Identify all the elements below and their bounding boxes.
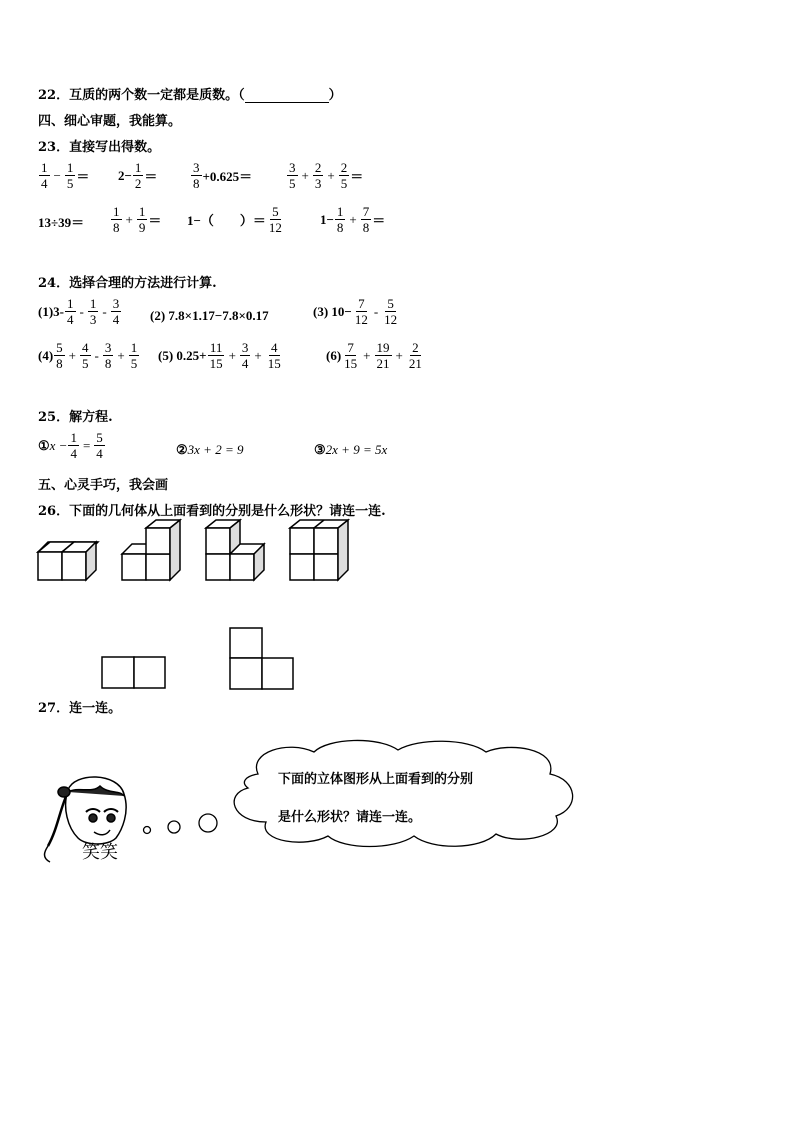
fraction: $\frac{5}{12}$ (384, 296, 398, 327)
thought-bubbles (138, 810, 222, 840)
q23-expr-8: 1− $\frac{1}{8}$ + $\frac{7}{8}$ ＝ (320, 204, 386, 235)
q24-problem-5: (5) 0.25+ $\frac{11}{15}$ + $\frac{3}{4}$ + $\frac{4}{15}$ (158, 340, 281, 371)
q24-problem-1: (1)3- $\frac{1}{4}$ - $\frac{1}{3}$ - $\frac{3}{4}$ (38, 296, 120, 327)
cloud-text-line-1: 下面的立体图形从上面看到的分别 (278, 772, 474, 787)
fraction: $\frac{1}{5}$ (66, 160, 74, 191)
fraction: $\frac{1}{4}$ (41, 160, 48, 191)
solid-figure-4[interactable] (290, 520, 352, 582)
fraction: $\frac{1}{8}$ (113, 204, 120, 235)
q22-close: ） (328, 88, 342, 103)
q23-expr-7: 1−（ ）＝ $\frac{5}{12}$ (187, 204, 282, 235)
q23-title: 23．直接写出得数。 (38, 140, 161, 155)
q23-expr-4: $\frac{3}{5}$ + $\frac{2}{3}$ + $\frac{2}{5}$ ＝ (289, 160, 364, 191)
q22-answer-blank[interactable] (245, 90, 329, 103)
fraction: $\frac{19}{21}$ (376, 340, 390, 371)
q25-title: 25．解方程. (38, 410, 113, 425)
q24-problem-6: (6) $\frac{7}{15}$ + $\frac{19}{21}$ + $\frac{2}{21}$ (326, 340, 422, 371)
fraction: $\frac{5}{8}$ (56, 340, 63, 371)
fraction: $\frac{5}{4}$ (96, 430, 103, 461)
q23-expr-3: $\frac{3}{8}$ +0.625＝ (193, 160, 253, 191)
q23-expr-1: $\frac{1}{4}$ − $\frac{1}{5}$ ＝ (41, 160, 90, 191)
q25-equation-2: ② 3x + 2 = 9 (176, 442, 244, 457)
q24-problem-4: (4) $\frac{5}{8}$ + $\frac{4}{5}$ - $\frac{3}{8}$ + $\frac{1}{5}$ (38, 340, 138, 371)
q23-expr-2: 2− $\frac{1}{2}$ ＝ (118, 160, 158, 191)
top-view-2[interactable] (229, 627, 295, 691)
fraction: $\frac{1}{5}$ (130, 340, 138, 371)
fraction: $\frac{3}{4}$ (241, 340, 249, 371)
top-view-1[interactable] (101, 656, 167, 690)
fraction: $\frac{1}{4}$ (70, 430, 77, 461)
fraction: $\frac{3}{8}$ (193, 160, 200, 191)
q22-line (38, 84, 342, 103)
q23-expr-5: 13÷39＝ (38, 215, 85, 230)
cloud-shape (218, 738, 582, 850)
fraction: $\frac{7}{8}$ (362, 204, 370, 235)
q24-title: 24．选择合理的方法进行计算. (38, 276, 217, 291)
fraction: $\frac{7}{15}$ (344, 340, 358, 371)
solid-figure-1[interactable] (38, 530, 100, 582)
section-5-title: 五、心灵手巧，我会画 (38, 478, 169, 493)
fraction: $\frac{2}{3}$ (314, 160, 322, 191)
fraction: $\frac{5}{12}$ (268, 204, 282, 235)
section-4-title: 四、细心审题，我能算。 (38, 114, 182, 129)
fraction: $\frac{1}{4}$ (67, 296, 74, 327)
fraction: $\frac{3}{5}$ (289, 160, 296, 191)
solid-figure-3[interactable] (206, 520, 268, 582)
q25-equation-3: ③ 2x + 9 = 5x (314, 442, 388, 457)
fraction: $\frac{3}{8}$ (104, 340, 112, 371)
q22-text: 22．互质的两个数一定都是质数。（ (38, 88, 245, 103)
q23-expr-6: $\frac{1}{8}$ + $\frac{1}{9}$ ＝ (113, 204, 162, 235)
solid-figure-2[interactable] (122, 520, 184, 582)
fraction: $\frac{11}{15}$ (209, 340, 223, 371)
fraction: $\frac{2}{5}$ (340, 160, 348, 191)
fraction: $\frac{1}{8}$ (336, 204, 344, 235)
q27-title: 27．连一连。 (38, 701, 122, 716)
q26-title: 26．下面的几何体从上面看到的分别是什么形状？请连一连. (38, 504, 386, 519)
fraction: $\frac{4}{15}$ (267, 340, 281, 371)
fraction: $\frac{1}{9}$ (138, 204, 146, 235)
cloud-text-line-2: 是什么形状？请连一连。 (278, 810, 422, 825)
fraction: $\frac{1}{2}$ (134, 160, 142, 191)
fraction: $\frac{3}{4}$ (112, 296, 120, 327)
fraction: $\frac{2}{21}$ (408, 340, 422, 371)
q24-problem-3: (3) 10− $\frac{7}{12}$ - $\frac{5}{12}$ (313, 296, 398, 327)
q25-equation-1: ① x − $\frac{1}{4}$ = $\frac{5}{4}$ (38, 430, 103, 461)
fraction: $\frac{1}{3}$ (89, 296, 97, 327)
fraction: $\frac{7}{12}$ (354, 296, 368, 327)
girl-caption: 笑笑 (82, 842, 118, 863)
fraction: $\frac{4}{5}$ (82, 340, 89, 371)
q24-problem-2: (2) 7.8×1.17−7.8×0.17 (150, 308, 269, 323)
